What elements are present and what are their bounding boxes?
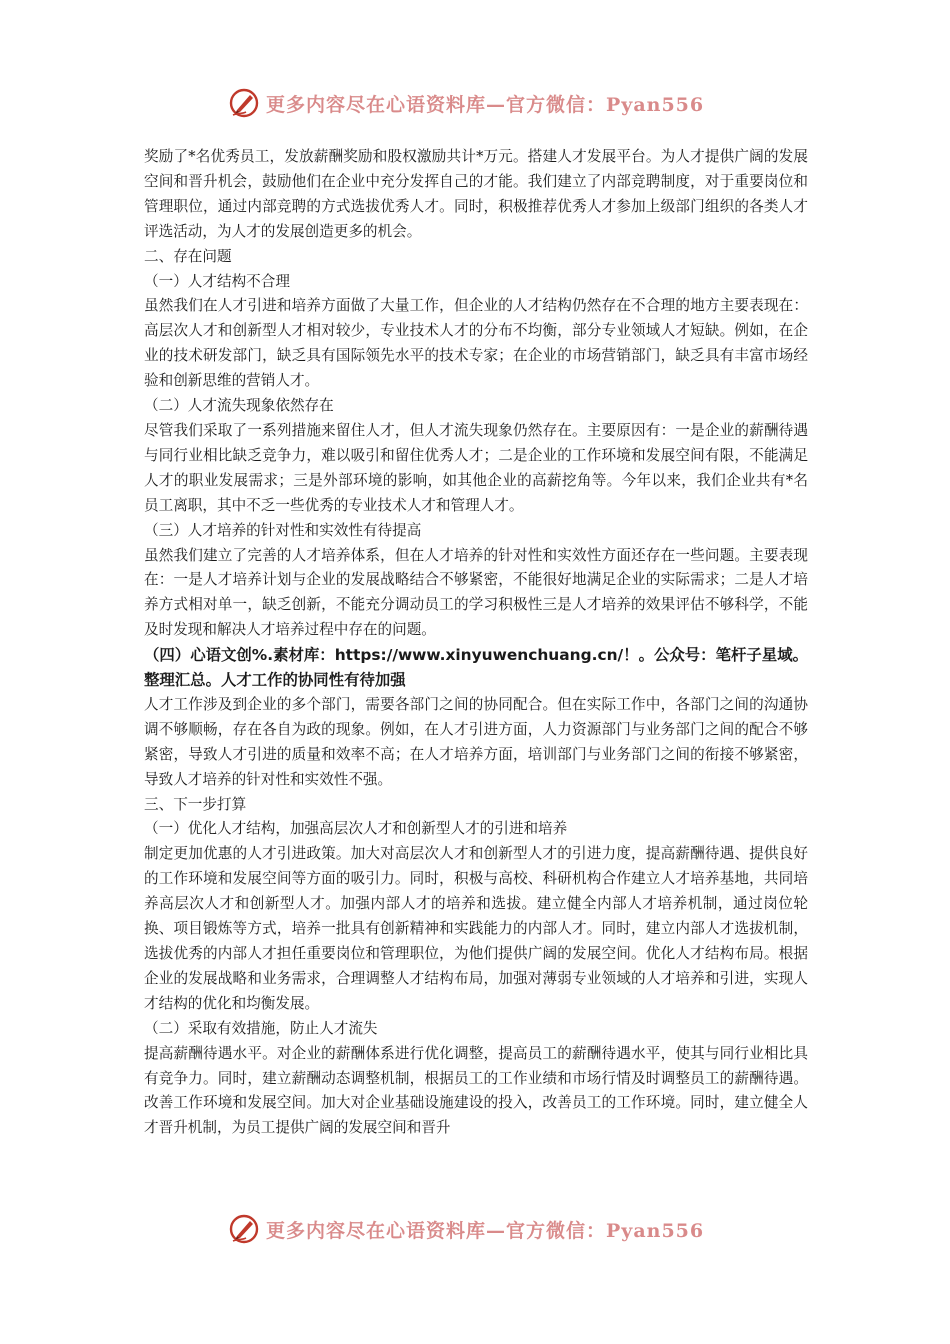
subsection-heading: （二）人才流失现象依然存在 (144, 397, 334, 415)
banner-text: 更多内容尽在心语资料库—官方微信：Pyan556 (266, 1219, 705, 1242)
subsection-heading: （二）采取有效措施，防止人才流失 (144, 1019, 378, 1037)
paragraph: 尽管我们采取了一系列措施来留住人才，但人才流失现象仍然存在。主要原因有：一是企业的薪酬待遇与同行业相比缺乏竞争力，难以吸引和留住优秀人才；二是企业的工作环境和发展空间有限，不能满足人才的职业发展需求；三是外部环境的影响，如其他企业的高薪挖角等。今年以来，我们企业共有*名员工离职，其中不乏一些优秀的专业技术人才和管理人才。 (144, 421, 808, 514)
pen-logo-icon (228, 87, 260, 119)
paragraph: 虽然我们建立了完善的人才培养体系，但在人才培养的针对性和实效性方面还存在一些问题。主要表现在：一是人才培养计划与企业的发展战略结合不够紧密，不能很好地满足企业的实际需求；二是人才培养方式相对单一，缺乏创新，不能充分调动员工的学习积极性三是人才培养的效果评估不够科学，不能及时发现和解决人才培养过程中存在的问题。 (144, 546, 808, 639)
section-heading: 三、下一步打算 (144, 795, 247, 813)
banner-text: 更多内容尽在心语资料库—官方微信：Pyan556 (266, 93, 705, 116)
pen-logo-icon (228, 1213, 260, 1245)
header-watermark-banner (228, 86, 728, 120)
subsection-heading: （一）人才结构不合理 (144, 272, 290, 290)
paragraph: 虽然我们在人才引进和培养方面做了大量工作，但企业的人才结构仍然存在不合理的地方主要表现在：高层次人才和创新型人才相对较少，专业技术人才的分布不均衡，部分专业领域人才短缺。例如，在企业的技术研发部门，缺乏具有国际领先水平的技术专家；在企业的市场营销部门，缺乏具有丰富市场经验和创新思维的营销人才。 (144, 297, 808, 390)
subsection-heading: （一）优化人才结构，加强高层次人才和创新型人才的引进和培养 (144, 820, 568, 838)
subsection-heading-bold: （四）心语文创%.素材库：https://www.xinyuwenchuang.cn/！。公众号：笔杆子星域。整理汇总。人才工作的协同性有待加强 (144, 646, 808, 690)
paragraph: 制定更加优惠的人才引进政策。加大对高层次人才和创新型人才的引进力度，提高薪酬待遇、提供良好的工作环境和发展空间等方面的吸引力。同时，积极与高校、科研机构合作建立人才培养基地，共同培养高层次人才和创新型人才。加强内部人才的培养和选拔。建立健全内部人才培养机制，通过岗位轮换、项目锻炼等方式，培养一批具有创新精神和实践能力的内部人才。同时，建立内部人才选拔机制，选拔优秀的内部人才担任重要岗位和管理职位，为他们提供广阔的发展空间。优化人才结构布局。根据企业的发展战略和业务需求，合理调整人才结构布局，加强对薄弱专业领域的人才培养和引进，实现人才结构的优化和均衡发展。 (144, 845, 808, 1012)
document-body (144, 145, 808, 1141)
section-heading: 二、存在问题 (144, 247, 232, 265)
paragraph: 奖励了*名优秀员工，发放薪酬奖励和股权激励共计*万元。搭建人才发展平台。为人才提供广阔的发展空间和晋升机会，鼓励他们在企业中充分发挥自己的才能。我们建立了内部竞聘制度，对于重要岗位和管理职位，通过内部竞聘的方式选拔优秀人才。同时，积极推荐优秀人才参加上级部门组织的各类人才评选活动，为人才的发展创造更多的机会。 (144, 148, 808, 240)
footer-watermark-banner (228, 1212, 728, 1246)
paragraph: 提高薪酬待遇水平。对企业的薪酬体系进行优化调整，提高员工的薪酬待遇水平，使其与同行业相比具有竞争力。同时，建立薪酬动态调整机制，根据员工的工作业绩和市场行情及时调整员工的薪酬待遇。改善工作环境和发展空间。加大对企业基础设施建设的投入，改善员工的工作环境。同时，建立健全人才晋升机制，为员工提供广阔的发展空间和晋升 (144, 1044, 808, 1137)
subsection-heading: （三）人才培养的针对性和实效性有待提高 (144, 521, 422, 539)
paragraph: 人才工作涉及到企业的多个部门，需要各部门之间的协同配合。但在实际工作中，各部门之间的沟通协调不够顺畅，存在各自为政的现象。例如，在人才引进方面，人力资源部门与业务部门之间的配合不够紧密，导致人才引进的质量和效率不高；在人才培养方面，培训部门与业务部门之间的衔接不够紧密，导致人才培养的针对性和实效性不强。 (144, 695, 808, 788)
